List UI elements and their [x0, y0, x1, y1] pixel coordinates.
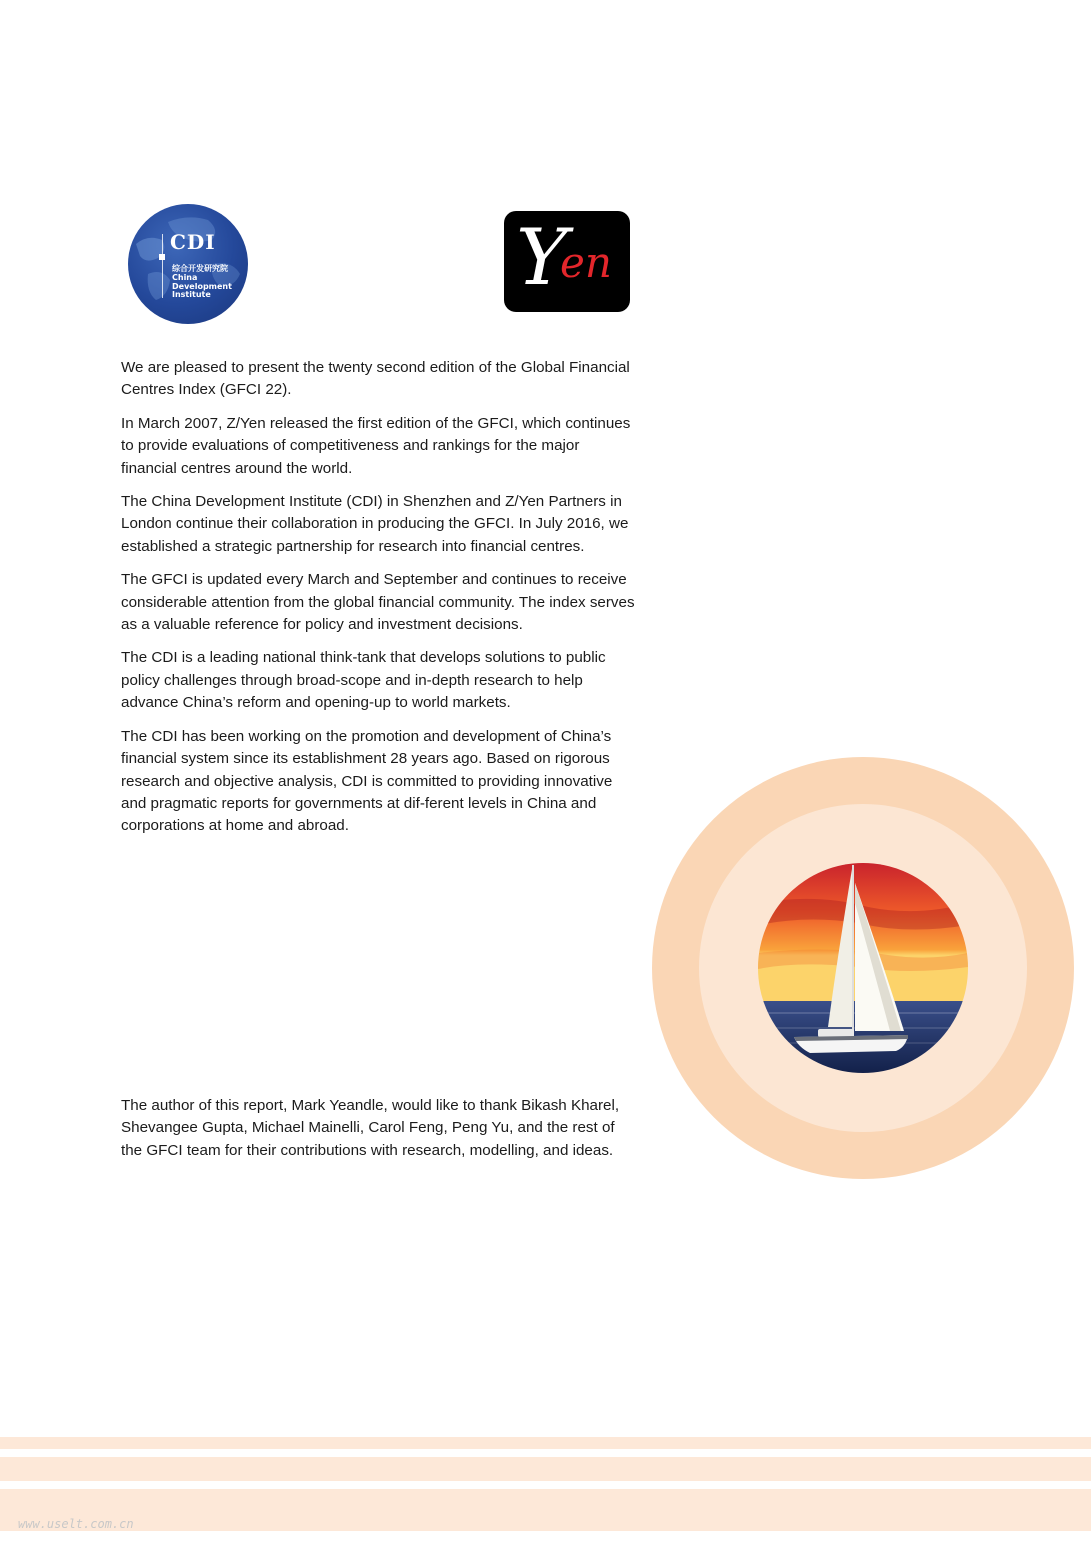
- zyen-logo-suffix: en: [560, 238, 612, 287]
- cdi-divider: [162, 234, 163, 298]
- intro-text: [121, 357, 636, 849]
- sailboat-sunset-image: [758, 863, 968, 1073]
- footer-stripe: [0, 1437, 1091, 1449]
- intro-paragraph: We are pleased to present the twenty second edition of the Global Financial Centres Index (GFCI 22).: [121, 359, 630, 399]
- sailboat-sunset-icon: [758, 863, 968, 1073]
- acknowledgement-paragraph: The author of this report, Mark Yeandle, would like to thank Bikash Kharel, Shevangee Gupta, Michael Mainelli, Carol Feng, Peng Yu, and the rest of the GFCI team for their contributions with research, modelling, and ideas.: [121, 1097, 620, 1159]
- watermark: www.uselt.com.cn: [18, 1517, 134, 1531]
- intro-paragraph: The GFCI is updated every March and September and continues to receive considerable attention from the global financial community. The index serves as a valuable reference for policy and investment decisions.: [121, 571, 635, 634]
- cdi-logo-title: CDI: [170, 230, 216, 254]
- intro-paragraph: The CDI has been working on the promotion and development of China’s financial system since its establishment 28 years ago. Based on rigorous research and objective analysis, CDI is committed to providing innovative and pragmatic reports for governments at dif-ferent levels in China and corporations at home and abroad.: [121, 727, 613, 835]
- intro-paragraph: The China Development Institute (CDI) in Shenzhen and Z/Yen Partners in London continue their collaboration in producing the GFCI. In July 2016, we established a strategic partnership for research into financial centres.: [121, 493, 629, 555]
- zyen-logo-mark: Y: [516, 213, 568, 303]
- cdi-logo: [128, 204, 248, 324]
- footer-stripe: [0, 1489, 1091, 1531]
- zyen-logo: [504, 211, 630, 312]
- footer-stripe: [0, 1457, 1091, 1481]
- cdi-dot: [159, 254, 165, 260]
- acknowledgement-text: [121, 1095, 636, 1173]
- intro-paragraph: In March 2007, Z/Yen released the first edition of the GFCI, which continues to provide evaluations of competitiveness and rankings for the major financial centres around the world.: [121, 414, 631, 477]
- cdi-english-name: China Development Institute: [172, 273, 232, 299]
- cdi-chinese-name: 综合开发研究院: [172, 264, 228, 273]
- intro-paragraph: The CDI is a leading national think-tank that develops solutions to public policy challenges through broad-scope and in-depth research to help advance China’s reform and opening-up to world markets.: [121, 649, 606, 712]
